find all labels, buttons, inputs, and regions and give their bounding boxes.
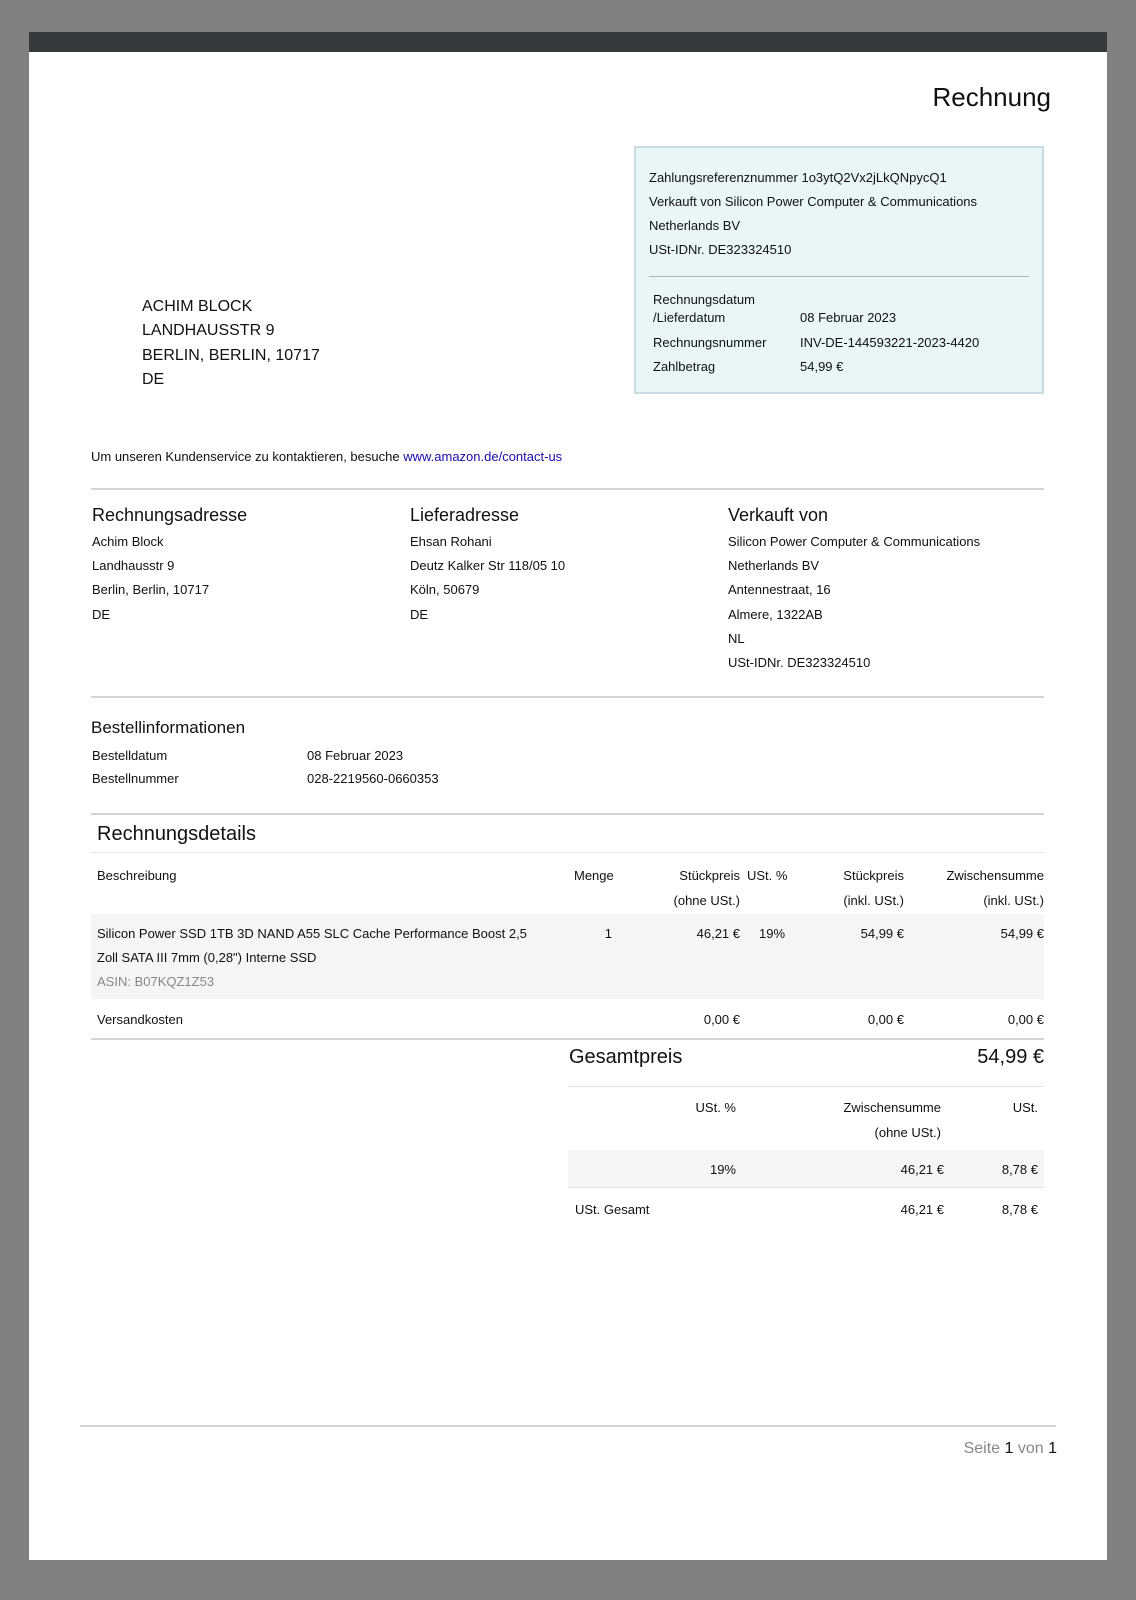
recipient-country: DE xyxy=(142,371,165,388)
sold-by-line-1: Verkauft von Silicon Power Computer & Communications xyxy=(649,194,978,209)
contact-link[interactable]: www.amazon.de/contact-us xyxy=(403,449,563,464)
col-vat: USt. % xyxy=(747,868,788,883)
recipient-name: ACHIM BLOCK xyxy=(142,298,253,315)
amount-value: 54,99 € xyxy=(800,359,844,374)
page-total: 1 xyxy=(1048,1440,1057,1457)
invoice-title: Rechnung xyxy=(932,82,1051,112)
payment-reference: Zahlungsreferenznummer 1o3ytQ2Vx2jLkQNpycQ1 xyxy=(649,170,947,185)
invoice-date-label-line-1: Rechnungsdatum xyxy=(653,292,755,307)
seller-line: Netherlands BV xyxy=(728,558,820,573)
vat-rate: 19% xyxy=(709,1162,736,1177)
item-unit-gross: 54,99 € xyxy=(860,926,904,941)
col-subtotal: Zwischensumme xyxy=(946,868,1044,883)
shipping-cost-label: Versandkosten xyxy=(97,1012,184,1027)
invoice-date-label xyxy=(653,291,755,327)
recipient-street: LANDHAUSSTR 9 xyxy=(142,322,275,339)
divider xyxy=(568,1086,1044,1087)
total-value: 54,99 € xyxy=(977,1046,1044,1068)
vat-tax: 8,78 € xyxy=(1001,1162,1038,1177)
sold-by-line-2: Netherlands BV xyxy=(649,218,741,233)
order-date-label: Bestelldatum xyxy=(92,748,168,763)
seller-line: Almere, 1322AB xyxy=(728,607,823,622)
col-quantity: Menge xyxy=(574,868,614,883)
item-subtotal: 54,99 € xyxy=(1000,926,1044,941)
col-description: Beschreibung xyxy=(97,868,177,883)
divider xyxy=(568,1187,1044,1188)
billing-line: Berlin, Berlin, 10717 xyxy=(92,582,210,597)
vat-col-tax: USt. xyxy=(1012,1100,1038,1115)
order-heading: Bestellinformationen xyxy=(91,718,246,737)
divider xyxy=(91,1038,1044,1040)
divider xyxy=(91,696,1044,698)
item-asin: ASIN: B07KQZ1Z53 xyxy=(97,974,215,989)
shipping-line: Ehsan Rohani xyxy=(410,534,492,549)
amount-label: Zahlbetrag xyxy=(653,359,716,374)
shipping-unit-net: 0,00 € xyxy=(703,1012,740,1027)
footer-divider xyxy=(80,1425,1056,1427)
total-label: Gesamtpreis xyxy=(569,1046,683,1068)
item-description-line-2: Zoll SATA III 7mm (0,28") Interne SSD xyxy=(97,950,317,965)
seller-line: Silicon Power Computer & Communications xyxy=(728,534,981,549)
order-number-label: Bestellnummer xyxy=(92,771,179,786)
page-seite: Seite xyxy=(963,1440,1001,1457)
shipping-unit-gross: 0,00 € xyxy=(867,1012,904,1027)
item-quantity: 1 xyxy=(604,926,612,941)
shipping-line: DE xyxy=(410,607,429,622)
col-unit-gross-sub: (inkl. USt.) xyxy=(843,893,904,908)
table-row xyxy=(568,1150,1044,1187)
divider xyxy=(649,276,1029,277)
billing-line: Landhausstr 9 xyxy=(92,558,175,573)
billing-heading: Rechnungsadresse xyxy=(92,505,248,525)
vat-subtotal: 46,21 € xyxy=(900,1162,944,1177)
invoice-page xyxy=(29,32,1107,1560)
billing-line: DE xyxy=(92,607,111,622)
contact-line xyxy=(91,449,562,464)
shipping-line: Deutz Kalker Str 118/05 10 xyxy=(410,558,566,573)
seller-vat-id: USt-IDNr. DE323324510 xyxy=(649,242,792,257)
invoice-number-value: INV-DE-144593221-2023-4420 xyxy=(800,335,980,350)
col-unit-net: Stückpreis xyxy=(679,868,740,883)
details-heading: Rechnungsdetails xyxy=(97,823,256,845)
shipping-subtotal: 0,00 € xyxy=(1007,1012,1044,1027)
vat-total-label: USt. Gesamt xyxy=(575,1202,650,1217)
invoice-date-value: 08 Februar 2023 xyxy=(800,310,897,325)
order-number-value: 028-2219560-0660353 xyxy=(307,771,439,786)
page-current: 1 xyxy=(1004,1440,1014,1457)
col-unit-gross: Stückpreis xyxy=(843,868,904,883)
vat-col-subtotal: Zwischensumme xyxy=(843,1100,941,1115)
invoice-number-label: Rechnungsnummer xyxy=(653,335,767,350)
seller-line: Antennestraat, 16 xyxy=(728,582,831,597)
top-bar xyxy=(29,32,1107,52)
divider xyxy=(91,813,1044,815)
item-unit-net: 46,21 € xyxy=(696,926,740,941)
recipient-city: BERLIN, BERLIN, 10717 xyxy=(142,347,320,364)
vat-total-tax: 8,78 € xyxy=(1001,1202,1038,1217)
shipping-heading: Lieferadresse xyxy=(410,505,520,525)
item-vat: 19% xyxy=(759,926,786,941)
item-description-line-1: Silicon Power SSD 1TB 3D NAND A55 SLC Cache Performance Boost 2,5 xyxy=(97,926,527,941)
page-indicator xyxy=(964,1440,1057,1458)
page-von: von xyxy=(1017,1440,1044,1457)
shipping-line: Köln, 50679 xyxy=(410,582,480,597)
divider xyxy=(91,852,1044,853)
billing-line: Achim Block xyxy=(92,534,164,549)
vat-col-subtotal-sub: (ohne USt.) xyxy=(874,1125,941,1140)
invoice-date-label-line-2: /Lieferdatum xyxy=(653,310,726,325)
seller-heading: Verkauft von xyxy=(728,505,829,525)
contact-text: Um unseren Kundenservice zu kontaktieren, besuche xyxy=(91,449,400,464)
vat-col-rate: USt. % xyxy=(695,1100,736,1115)
payment-reference-box xyxy=(634,146,1044,394)
divider xyxy=(91,488,1044,490)
seller-line: NL xyxy=(728,631,745,646)
order-date-value: 08 Februar 2023 xyxy=(307,748,404,763)
col-unit-net-sub: (ohne USt.) xyxy=(673,893,740,908)
seller-line: USt-IDNr. DE323324510 xyxy=(728,655,871,670)
col-subtotal-sub: (inkl. USt.) xyxy=(983,893,1044,908)
vat-total-subtotal: 46,21 € xyxy=(900,1202,944,1217)
